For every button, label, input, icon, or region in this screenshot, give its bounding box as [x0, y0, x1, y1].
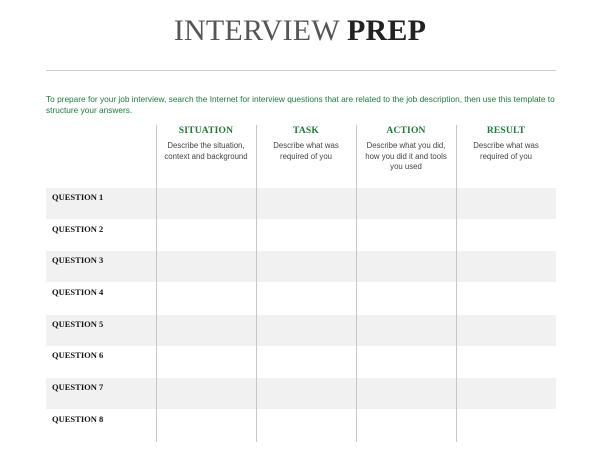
column-divider: [456, 125, 457, 442]
table-row: [46, 315, 556, 346]
table-row: [46, 378, 556, 409]
table-row: [46, 346, 556, 377]
column-header-action: [356, 125, 456, 173]
column-divider: [256, 125, 257, 442]
question-label: QUESTION 2: [52, 224, 104, 234]
column-header-situation: [156, 125, 256, 162]
table-row: [46, 283, 556, 314]
column-heading: TASK: [293, 126, 319, 136]
question-label: QUESTION 5: [52, 319, 104, 329]
title-divider: [46, 70, 556, 71]
question-label: QUESTION 6: [52, 350, 104, 360]
table-row: [46, 251, 556, 282]
title-strong: PREP: [347, 14, 427, 47]
intro-text: To prepare for your job interview, search the Internet for interview questions that are related to the job description, then use this template to structure your answers.: [46, 94, 555, 115]
column-header-result: [456, 125, 556, 162]
column-description: Describe what you did, how you did it and tools you used: [365, 141, 447, 171]
column-divider: [156, 125, 157, 442]
column-heading: ACTION: [386, 126, 426, 136]
column-header-task: [256, 125, 356, 162]
column-heading: RESULT: [486, 126, 526, 136]
column-divider: [356, 125, 357, 442]
table-row: [46, 188, 556, 219]
table-row: [46, 220, 556, 251]
table-row: [46, 410, 556, 441]
column-description: Describe the situation, context and background: [164, 141, 248, 161]
question-label: QUESTION 7: [52, 382, 104, 392]
column-description: Describe what was required of you: [273, 141, 339, 161]
column-heading: SITUATION: [178, 126, 234, 136]
question-label: QUESTION 1: [52, 192, 104, 202]
question-label: QUESTION 8: [52, 414, 104, 424]
question-label: QUESTION 3: [52, 255, 104, 265]
question-label: QUESTION 4: [52, 287, 104, 297]
interview-table: [46, 125, 556, 442]
page-title: [0, 14, 600, 48]
title-light: INTERVIEW: [173, 14, 340, 47]
column-description: Describe what was required of you: [473, 141, 539, 161]
